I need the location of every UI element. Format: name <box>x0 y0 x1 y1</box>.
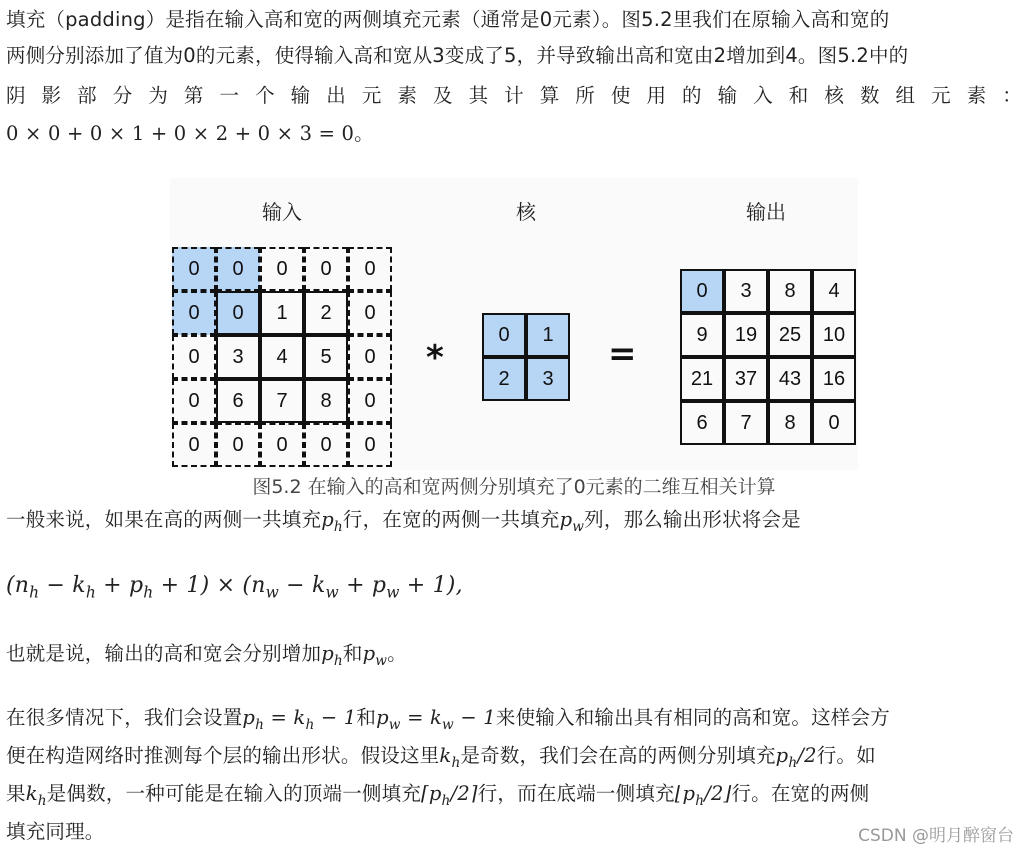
input-cell: 0 <box>172 379 216 423</box>
para-increase <box>6 634 1022 673</box>
para4-text-j: 行。在宽的两侧 <box>731 782 870 805</box>
output-cell: 25 <box>768 313 812 357</box>
input-cell: 1 <box>260 291 304 335</box>
output-cell: 0 <box>680 269 724 313</box>
input-cell: 2 <box>304 291 348 335</box>
output-cell: 4 <box>812 269 856 313</box>
ph-half: $p_h/2$ <box>775 744 817 771</box>
input-cell: 0 <box>172 291 216 335</box>
para4-text-a: 在很多情况下，我们会设置 <box>6 706 243 729</box>
para4-text-e: 是奇数，我们会在高的两侧分别填充 <box>460 744 776 767</box>
input-cell: 0 <box>216 247 260 291</box>
kernel-title: 核 <box>516 200 536 224</box>
input-title: 输入 <box>262 200 302 224</box>
pw-symbol: $p_w$ <box>559 508 585 535</box>
input-cell: 8 <box>304 379 348 423</box>
input-cell: 5 <box>304 335 348 379</box>
input-cell: 0 <box>348 423 392 467</box>
para4-text-c: 来使输入和输出具有相同的高和宽。这样会方 <box>495 706 890 729</box>
output-cell: 10 <box>812 313 856 357</box>
input-cell: 0 <box>216 423 260 467</box>
figure-caption: 图5.2 在输入的高和宽两侧分别填充了0元素的二维互相关计算 <box>252 476 776 498</box>
output-cell: 43 <box>768 357 812 401</box>
para2-text-c: 列，那么输出形状将会是 <box>584 508 801 531</box>
intro-line-2: 两侧分别添加了值为0的元素，使得输入高和宽从3变成了5，并导致输出高和宽由2增加到4。图5.2中的 <box>6 44 909 67</box>
para4-text-d: 便在构造网络时推测每个层的输出形状。假设这里 <box>6 744 440 767</box>
kernel-cell: 2 <box>482 357 526 401</box>
para4-text-g: 果 <box>6 782 26 805</box>
output-cell: 8 <box>768 401 812 445</box>
input-cell: 4 <box>260 335 304 379</box>
kernel-cell: 3 <box>526 357 570 401</box>
ph-equation: $p_h = k_h - 1$ <box>242 706 357 733</box>
input-cell: 0 <box>304 423 348 467</box>
csdn-watermark: CSDN @明月醉窗台 <box>858 826 1014 846</box>
floor-ph-half: $⌊p_h/2⌋$ <box>674 782 732 809</box>
output-cell: 21 <box>680 357 724 401</box>
output-cell: 16 <box>812 357 856 401</box>
para3-text-a: 也就是说，输出的高和宽会分别增加 <box>6 642 322 665</box>
para4-text-b: 和 <box>356 706 377 729</box>
convolution-operator: * <box>426 338 444 378</box>
input-cell: 0 <box>172 423 216 467</box>
input-cell: 0 <box>172 335 216 379</box>
output-cell: 0 <box>812 401 856 445</box>
output-cell: 7 <box>724 401 768 445</box>
input-cell: 0 <box>304 247 348 291</box>
ph-symbol: $p_h$ <box>321 642 343 669</box>
intro-line-1: 填充（padding）是指在输入高和宽的两侧填充元素（通常是0元素）。图5.2里我们在原输入高和宽的 <box>6 8 890 31</box>
para4-text-i: 行，而在底端一侧填充 <box>477 782 675 805</box>
para3-text-b: 和 <box>342 642 363 665</box>
para3-text-c: 。 <box>387 642 407 665</box>
output-cell: 3 <box>724 269 768 313</box>
kernel-cell: 0 <box>482 313 526 357</box>
para2-text-b: 行，在宽的两侧一共填充 <box>342 508 560 531</box>
input-cell: 0 <box>348 379 392 423</box>
para4-line-4: 填充同理。 <box>6 820 105 843</box>
output-cell: 9 <box>680 313 724 357</box>
para-padding-shape <box>6 500 1022 539</box>
pw-equation: $p_w = k_w - 1$ <box>376 706 496 733</box>
intro-line-4 <box>6 114 1022 153</box>
kh-symbol: $k_h$ <box>25 782 47 809</box>
output-title: 输出 <box>746 200 786 224</box>
pw-symbol: $p_w$ <box>362 642 388 669</box>
input-cell: 0 <box>260 247 304 291</box>
input-cell: 0 <box>216 291 260 335</box>
intro-period: 。 <box>354 122 374 145</box>
output-cell: 19 <box>724 313 768 357</box>
para4-line-1 <box>6 698 1022 737</box>
output-cell: 37 <box>724 357 768 401</box>
kh-symbol: $k_h$ <box>439 744 461 771</box>
para4-text-h: 是偶数，一种可能是在输入的顶端一侧填充 <box>46 782 422 805</box>
input-cell: 0 <box>172 247 216 291</box>
input-cell: 0 <box>348 247 392 291</box>
input-cell: 7 <box>260 379 304 423</box>
input-cell: 0 <box>260 423 304 467</box>
para4-line-2 <box>6 736 1022 775</box>
kernel-cell: 1 <box>526 313 570 357</box>
output-cell: 6 <box>680 401 724 445</box>
para4-text-f: 行。如 <box>816 744 876 767</box>
intro-formula: 0 × 0 + 0 × 1 + 0 × 2 + 0 × 3 = 0 <box>6 122 355 145</box>
input-cell: 0 <box>348 335 392 379</box>
input-cell: 6 <box>216 379 260 423</box>
intro-line-3: 阴 影 部 分 为 第 一 个 输 出 元 素 及 其 计 算 所 使 用 的 输 入 和 核 数 组 元 素 ： <box>6 84 1022 107</box>
ph-symbol: $p_h$ <box>321 508 343 535</box>
output-cell: 8 <box>768 269 812 313</box>
output-shape-formula: $(n_h - k_h + p_h + 1) \times (n_w - k_w + p_w + 1)$, <box>6 573 463 602</box>
ceil-ph-half: $⌈p_h/2⌉$ <box>421 782 478 809</box>
equals-operator: = <box>608 334 637 374</box>
input-cell: 0 <box>348 291 392 335</box>
input-cell: 3 <box>216 335 260 379</box>
para2-text-a: 一般来说，如果在高的两侧一共填充 <box>6 508 322 531</box>
para4-line-3 <box>6 774 1022 813</box>
figure-5-2 <box>170 178 858 470</box>
